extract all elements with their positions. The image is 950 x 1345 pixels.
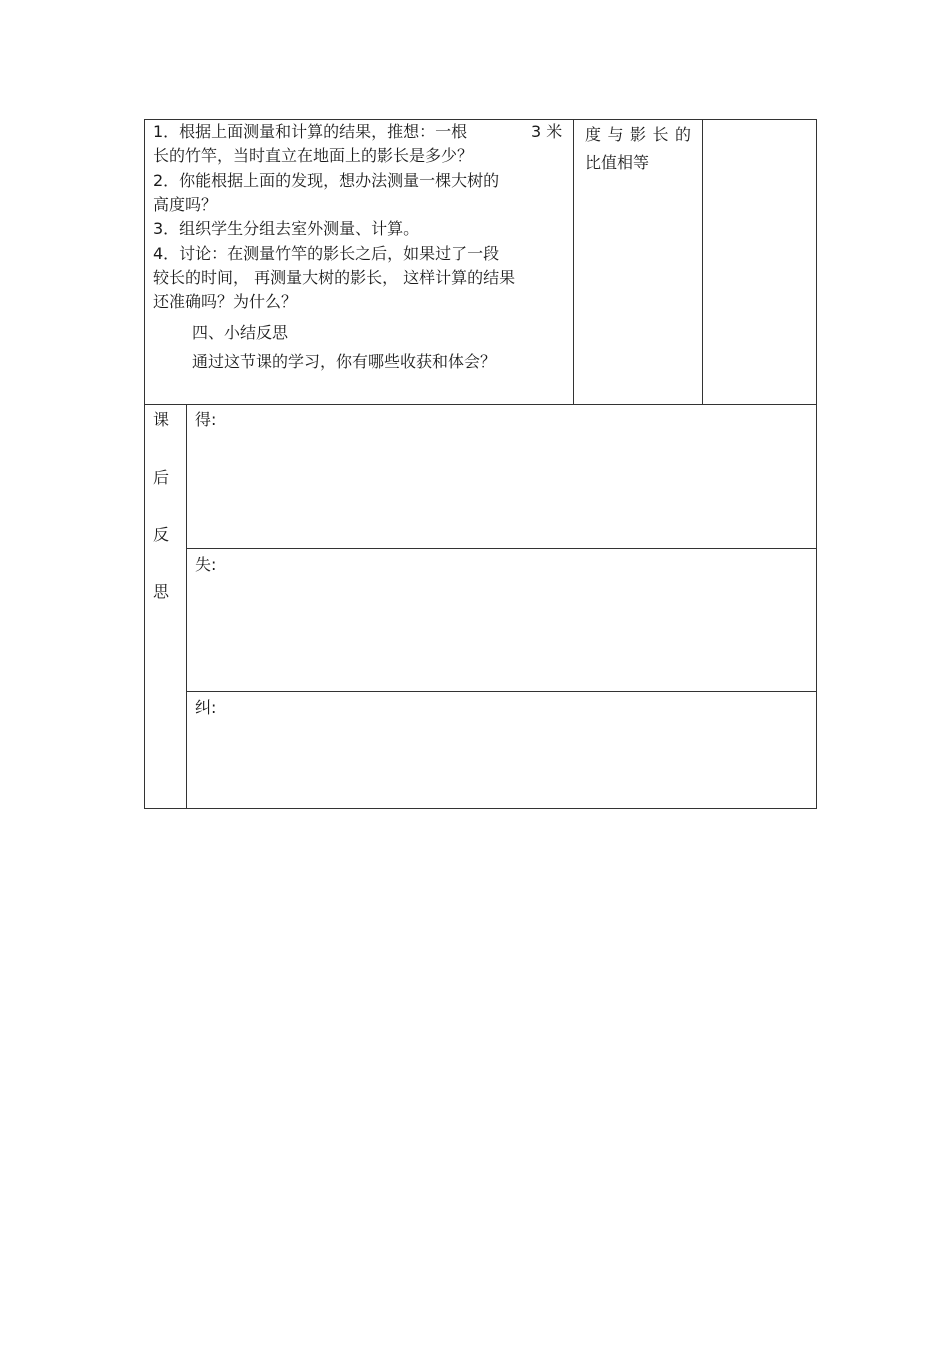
- reflection-table: [144, 404, 817, 809]
- gain-cell[interactable]: [187, 404, 816, 549]
- activity-line-6: 4．讨论：在测量竹竿的影长之后，如果过了一段: [153, 244, 500, 263]
- activity-line-1: [153, 122, 563, 142]
- reflection-side-label: [145, 404, 187, 808]
- lesson-activity-table: [144, 119, 817, 405]
- correction-label: 纠:: [195, 698, 217, 717]
- activity-line-8: 还准确吗？为什么？: [153, 292, 298, 311]
- summary-heading: 四、小结反思: [192, 323, 289, 342]
- activity-line-2: 长的竹竿，当时直立在地面上的影长是多少？: [153, 146, 474, 165]
- side-label-char-1: 课: [153, 410, 170, 429]
- correction-cell[interactable]: [187, 692, 816, 808]
- activity-line-7: 较长的时间， 再测量大树的影长， 这样计算的结果: [153, 268, 516, 287]
- conclusion-line-1: 度与影长的: [585, 125, 698, 144]
- loss-label: 失:: [195, 555, 217, 574]
- side-label-char-4: 思: [153, 582, 170, 601]
- activity-line-3: 2．你能根据上面的发现，想办法测量一棵大树的: [153, 171, 500, 190]
- activity-text-cell: [145, 120, 574, 404]
- loss-cell[interactable]: [187, 549, 816, 692]
- side-label-char-2: 后: [153, 468, 170, 487]
- summary-question: 通过这节课的学习，你有哪些收获和体会？: [192, 352, 497, 371]
- conclusion-cell: [574, 120, 703, 404]
- activity-line-5: 3．组织学生分组去室外测量、计算。: [153, 219, 420, 238]
- conclusion-line-2: 比值相等: [585, 153, 650, 172]
- activity-line-1-text: 1．根据上面测量和计算的结果，推想：一根: [153, 122, 468, 141]
- activity-line-1-tail: 3 米: [531, 122, 563, 141]
- side-label-char-3: 反: [153, 525, 170, 544]
- gain-label: 得:: [195, 410, 217, 429]
- activity-line-4: 高度吗？: [153, 195, 218, 214]
- notes-cell: [703, 120, 816, 404]
